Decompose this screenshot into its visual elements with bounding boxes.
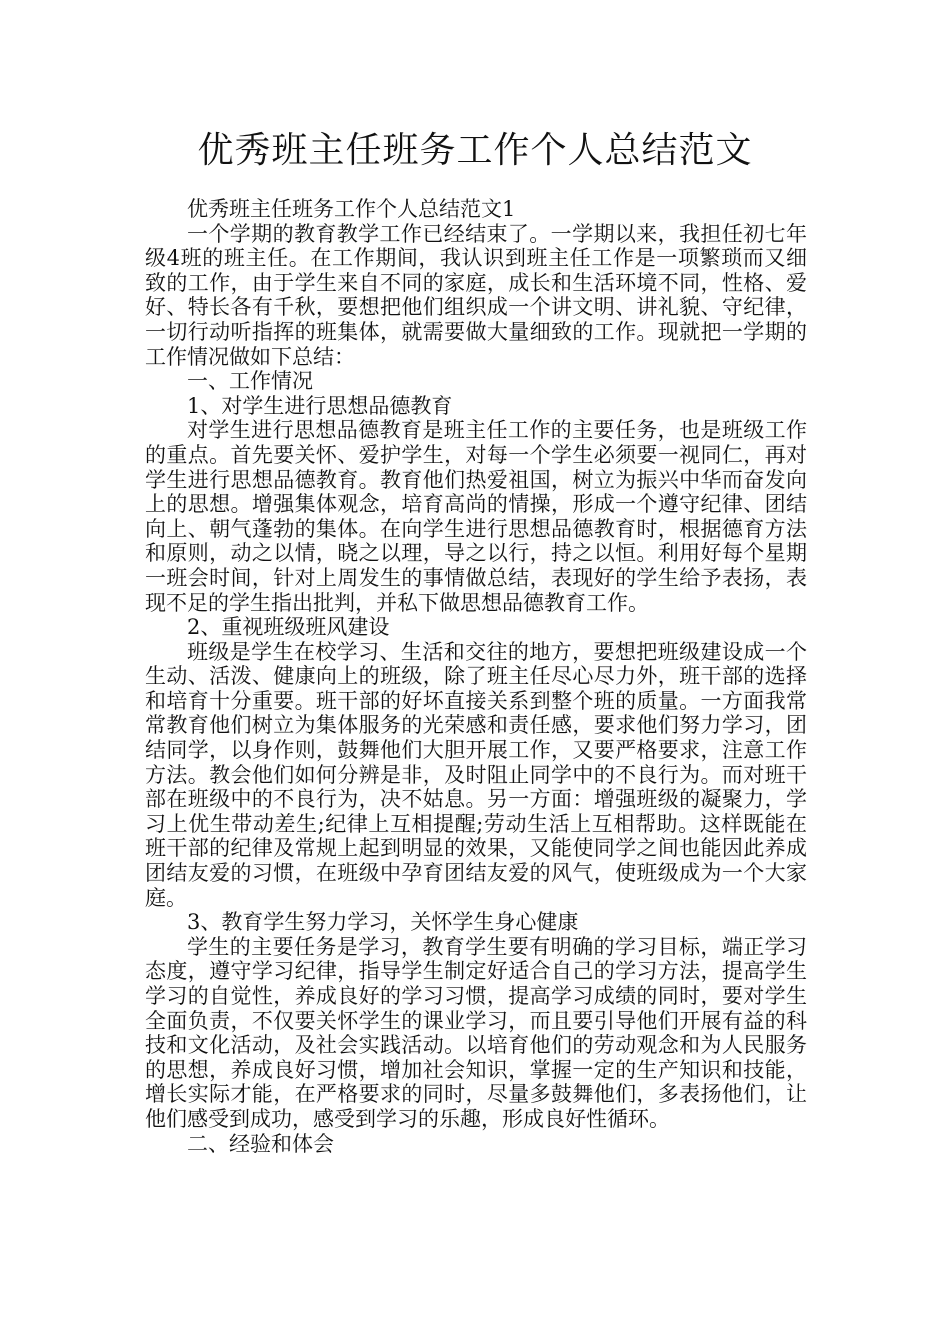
paragraph-subtitle: 优秀班主任班务工作个人总结范文1 [187,197,516,221]
paragraph-class-style: 班级是学生在校学习、生活和交往的地方，要想把班级建设成一个生动、活泼、健康向上的班级，除了班主任尽心尽力外，班干部的选择和培育十分重要。班干部的好坏直接关系到整个班的质量。一方面我常常教育他们树立为集体服务的光荣感和责任感，要求他们努力学习，团结同学，以身作则，鼓舞他们大胆开展工作，又要严格要求，注意工作方法。教会他们如何分辨是非，及时阻止同学中的不良行为。而对班干部在班级中的不良行为，决不姑息。另一方面：增强班级的凝聚力，学习上优生带动差生;纪律上互相提醒;劳动生活上互相帮助。这样既能在班干部的纪律及常规上起到明显的效果，又能使同学之间也能因此养成团结友爱的习惯，在班级中孕育团结友爱的风气，使班级成为一个大家庭。 [145,639,807,910]
paragraph-intro: 一个学期的教育教学工作已经结束了。一学期以来，我担任初七年级4班的班主任。在工作期间，我认识到班主任工作是一项繁琐而又细致的工作，由于学生来自不同的家庭，成长和生活环境不同，性格、爱好、特长各有千秋，要想把他们组织成一个讲文明、讲礼貌、守纪律，一切行动听指挥的班集体，就需要做大量细致的工作。现就把一学期的工作情况做如下总结： [145,221,807,369]
subheading-study-health: 3、教育学生努力学习，关怀学生身心健康 [187,910,579,935]
paragraph-study-health: 学生的主要任务是学习，教育学生要有明确的学习目标，端正学习态度，遵守学习纪律，指导学生制定好适合自己的学习方法，提高学生学习的自觉性，养成良好的学习习惯，提高学习成绩的同时，要对学生全面负责，不仅要关怀学生的课业学习，而且要引导他们开展有益的科技和文化活动，及社会实践活动。以培育他们的劳动观念和为人民服务的思想，养成良好习惯，增加社会知识，掌握一定的生产知识和技能，增长实际才能，在严格要求的同时，尽量多鼓舞他们，多表扬他们，让他们感受到成功，感受到学习的乐趣，形成良好性循环。 [145,934,807,1131]
document-body [145,197,807,1156]
document-title: 优秀班主任班务工作个人总结范文 [197,130,753,171]
subheading-moral-education: 1、对学生进行思想品德教育 [187,393,453,418]
section-heading-work-status: 一、工作情况 [187,369,313,394]
section-heading-experience: 二、经验和体会 [187,1131,334,1156]
paragraph-moral-education: 对学生进行思想品德教育是班主任工作的主要任务，也是班级工作的重点。首先要关怀、爱护学生，对每一个学生必须要一视同仁，再对学生进行思想品德教育。教育他们热爱祖国，树立为振兴中华而奋发向上的思想。增强集体观念，培育高尚的情操，形成一个遵守纪律、团结向上、朝气蓬勃的集体。在向学生进行思想品德教育时，根据德育方法和原则，动之以情，晓之以理，导之以行，持之以恒。利用好每个星期一班会时间，针对上周发生的事情做总结，表现好的学生给予表扬，表现不足的学生指出批判，并私下做思想品德教育工作。 [145,418,807,615]
subheading-class-style: 2、重视班级班风建设 [187,615,390,640]
